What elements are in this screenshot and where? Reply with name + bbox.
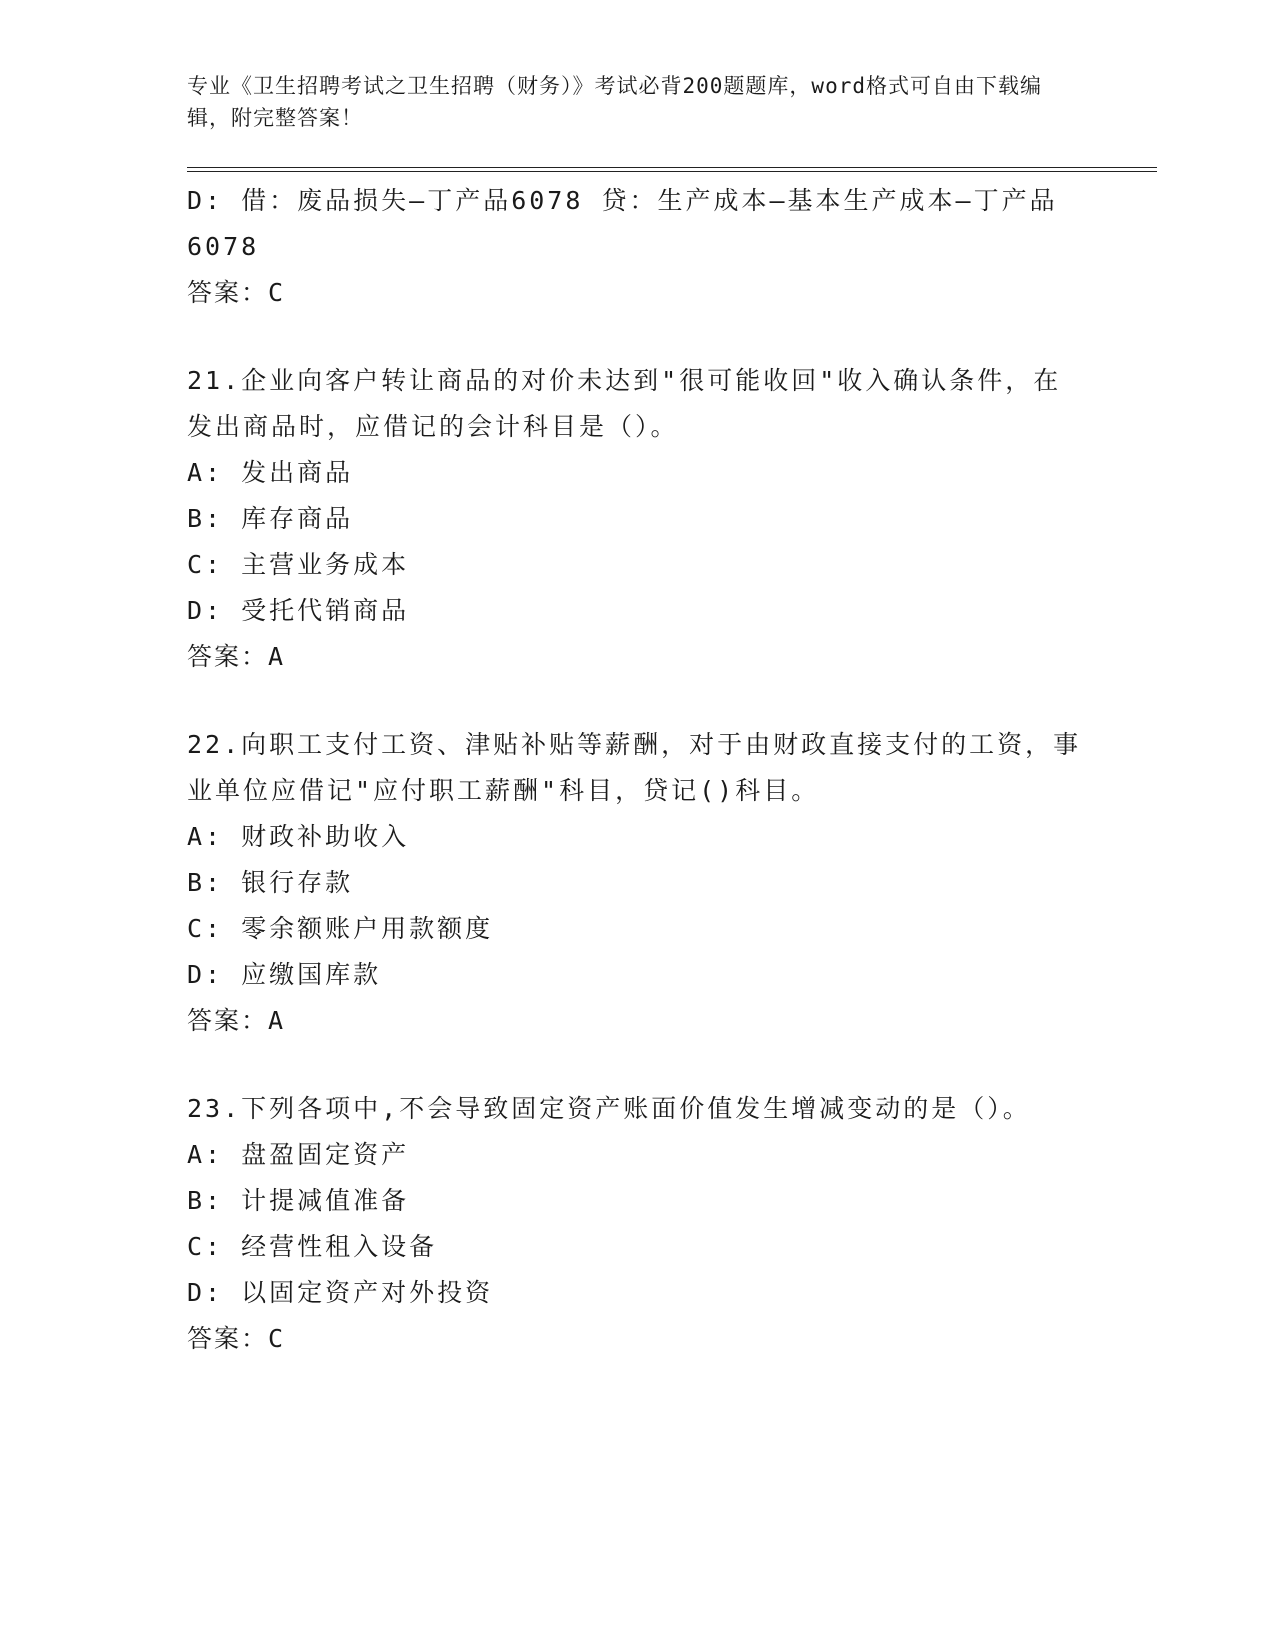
answer-text: 答案：A xyxy=(187,642,286,671)
option-d: D: 应缴国库款 xyxy=(187,960,382,989)
document-page xyxy=(187,70,1157,1362)
question-23 xyxy=(187,1086,1087,1362)
option-c: C: 经营性租入设备 xyxy=(187,1232,438,1261)
option-d: D: 以固定资产对外投资 xyxy=(187,1278,494,1307)
option-a: A: 盘盈固定资产 xyxy=(187,1140,410,1169)
option-d: D: 借：废品损失—丁产品6078 贷：生产成本—基本生产成本—丁产品6078 xyxy=(187,186,1058,261)
question-stem: 22.向职工支付工资、津贴补贴等薪酬，对于由财政直接支付的工资，事业单位应借记"应付职工薪酬"科目，贷记()科目。 xyxy=(187,730,1082,805)
option-b: B: 计提减值准备 xyxy=(187,1186,410,1215)
document-content xyxy=(187,178,1087,1362)
option-c: C: 主营业务成本 xyxy=(187,550,410,579)
question-21 xyxy=(187,358,1087,680)
question-stem: 21.企业向客户转让商品的对价未达到"很可能收回"收入确认条件，在发出商品时，应借记的会计科目是（）。 xyxy=(187,366,1062,441)
option-a: A: 财政补助收入 xyxy=(187,822,410,851)
option-d: D: 受托代销商品 xyxy=(187,596,410,625)
answer-text: 答案：C xyxy=(187,278,286,307)
answer-text: 答案：A xyxy=(187,1006,286,1035)
option-b: B: 银行存款 xyxy=(187,868,354,897)
option-c: C: 零余额账户用款额度 xyxy=(187,914,494,943)
option-b: B: 库存商品 xyxy=(187,504,354,533)
document-header: 专业《卫生招聘考试之卫生招聘（财务）》考试必背200题题库，word格式可自由下载编辑，附完整答案！ xyxy=(187,74,1042,130)
question-stem: 23.下列各项中,不会导致固定资产账面价值发生增减变动的是（）。 xyxy=(187,1094,1031,1123)
header-divider xyxy=(187,167,1157,172)
carryover-question xyxy=(187,178,1087,316)
question-22 xyxy=(187,722,1087,1044)
answer-text: 答案：C xyxy=(187,1324,286,1353)
option-a: A: 发出商品 xyxy=(187,458,354,487)
